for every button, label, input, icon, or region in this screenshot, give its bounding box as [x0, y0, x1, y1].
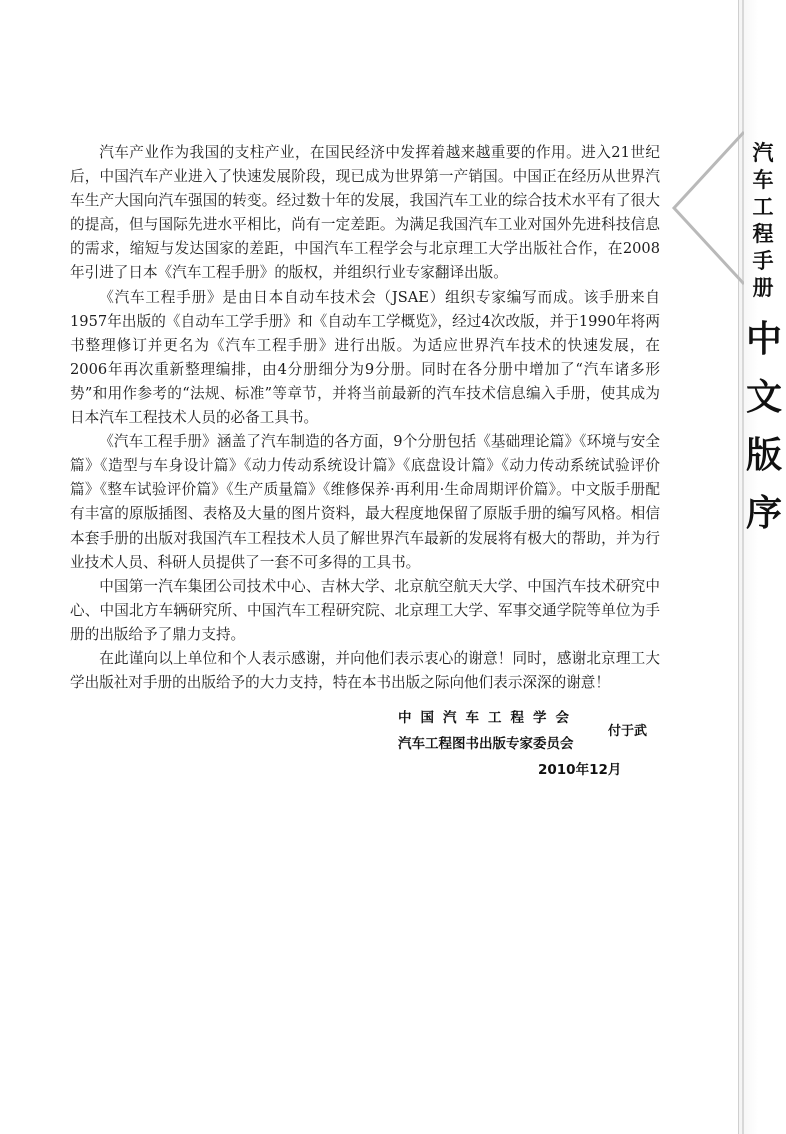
signing-committee: 汽车工程图书出版专家委员会	[398, 736, 574, 752]
section-title-char: 文	[745, 376, 782, 418]
paragraph: 《汽车工程手册》涵盖了汽车制造的各方面，9个分册包括《基础理论篇》《环境与安全篇》《造型与车身设计篇》《动力传动系统设计篇》《底盘设计篇》《动力传动系统试验评价篇》《整车试验评价篇》《生产质量篇》《维修保养·再利用·生命周期评价篇》。中文版手册配有丰富的原版插图、表格及大量的图片资料，最大程度地保留了原版手册的编写风格。相信本套手册的出版对我国汽车工程技术人员了解世界汽车最新的发展将有极大的帮助，并为行业技术人员、科研人员提供了一套不可多得的工具书。	[70, 433, 660, 571]
section-title-char: 序	[745, 492, 782, 534]
paragraph: 在此谨向以上单位和个人表示感谢，并向他们表示衷心的谢意！同时，感谢北京理工大学出版社对手册的出版给予的大力支持，特在本书出版之际向他们表示深深的谢意！	[70, 649, 660, 692]
section-title-char: 版	[745, 434, 782, 476]
signing-organization: 中国汽车工程学会	[398, 710, 578, 726]
book-title-char: 汽	[752, 141, 774, 165]
book-title-char: 程	[752, 222, 774, 246]
section-title-char: 中	[745, 318, 782, 360]
book-title-char: 工	[752, 195, 774, 219]
book-title-char: 册	[752, 276, 774, 300]
paragraph: 汽车产业作为我国的支柱产业，在国民经济中发挥着越来越重要的作用。进入21世纪后，中国汽车产业进入了快速发展阶段，现已成为世界第一产销国。中国正在经历从世界汽车生产大国向汽车强国的转变。经过数十年的发展，我国汽车工业的综合技术水平有了很大的提高，但与国际先进水平相比，尚有一定差距。为满足我国汽车工业对国外先进科技信息的需求，缩短与发达国家的差距，中国汽车工程学会与北京理工大学出版社合作，在2008年引进了日本《汽车工程手册》的版权，并组织行业专家翻译出版。	[70, 144, 660, 282]
signature-date: 2010年12月	[538, 762, 622, 778]
book-title-vertical	[748, 140, 778, 302]
book-title-char: 手	[752, 249, 774, 273]
section-title-vertical	[742, 310, 786, 542]
paragraph: 《汽车工程手册》是由日本自动车技术会（JSAE）组织专家编写而成。该手册来自1957年出版的《自动车工学手册》和《自动车工学概览》，经过4次改版，并于1990年将两书整理修订并更名为《汽车工程手册》进行出版。为适应世界汽车技术的快速发展，在2006年再次重新整理编排，由4分册细分为9分册。同时在各分册中增加了“汽车诸多形势”和用作参考的“法规、标准”等章节，并将当前最新的汽车技术信息编入手册，使其成为日本汽车工程技术人员的必备工具书。	[70, 288, 660, 427]
book-title-char: 车	[752, 168, 774, 192]
preface-body	[70, 141, 660, 695]
signer-name: 付于武	[608, 724, 648, 739]
paragraph: 中国第一汽车集团公司技术中心、吉林大学、北京航空航天大学、中国汽车技术研究中心、中国北方车辆研究所、中国汽车工程研究院、北京理工大学、军事交通学院等单位为手册的出版给予了鼎力支持。	[70, 577, 660, 643]
chevron-tab-icon	[668, 128, 744, 288]
